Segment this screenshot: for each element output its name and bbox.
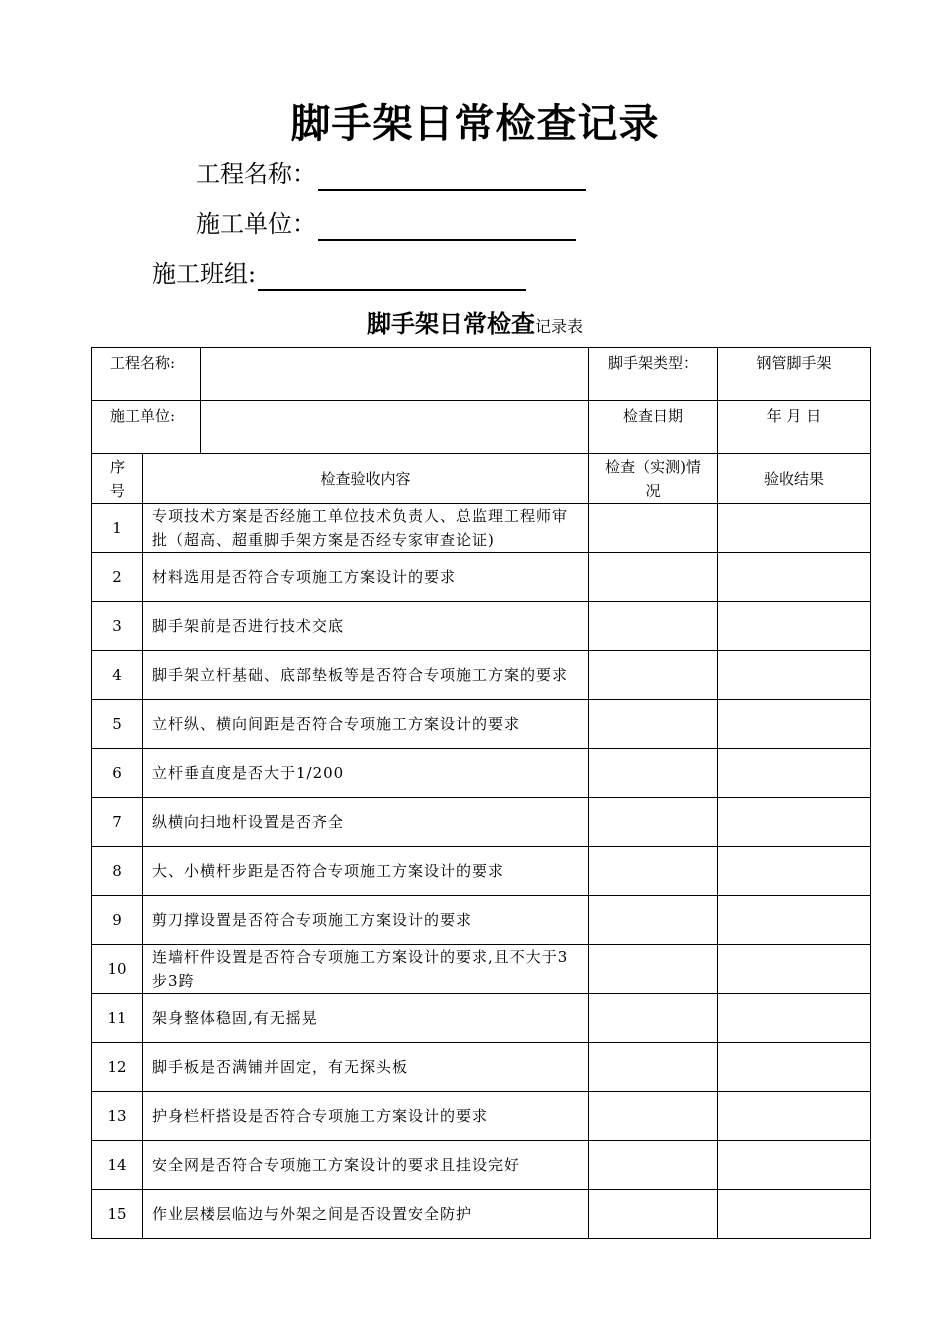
- project-name-label: 工程名称：: [196, 160, 316, 188]
- row-number: 1: [92, 504, 143, 553]
- row-result-cell[interactable]: [718, 1092, 871, 1141]
- inspection-date-value[interactable]: 年 月 日: [718, 401, 871, 454]
- row-result-cell[interactable]: [718, 896, 871, 945]
- row-result-cell[interactable]: [718, 847, 871, 896]
- row-result-cell[interactable]: [718, 945, 871, 994]
- row-number: 13: [92, 1092, 143, 1141]
- scaffold-type-label: 脚手架类型：: [589, 348, 718, 401]
- construction-unit-field: [196, 207, 576, 241]
- row-result-cell[interactable]: [718, 994, 871, 1043]
- row-inspection-cell[interactable]: [589, 651, 718, 700]
- row-result-cell[interactable]: [718, 1043, 871, 1092]
- table-row: [92, 1141, 871, 1190]
- inspection-date-label: 检查日期: [589, 401, 718, 454]
- project-name-cell-value[interactable]: [201, 348, 589, 401]
- row-inspection-cell[interactable]: [589, 847, 718, 896]
- row-content: 专项技术方案是否经施工单位技术负责人、总监理工程师审批（超高、超重脚手架方案是否经专家审查论证): [143, 504, 589, 553]
- column-header-inspection: 检查（实测)情况: [589, 454, 718, 504]
- row-number: 10: [92, 945, 143, 994]
- table-title-suffix: 记录表: [534, 317, 583, 336]
- row-inspection-cell[interactable]: [589, 1043, 718, 1092]
- row-content: 大、小横杆步距是否符合专项施工方案设计的要求: [143, 847, 589, 896]
- construction-unit-label: 施工单位：: [196, 210, 316, 238]
- row-inspection-cell[interactable]: [589, 1190, 718, 1239]
- table-row: [92, 553, 871, 602]
- row-inspection-cell[interactable]: [589, 1141, 718, 1190]
- row-number: 4: [92, 651, 143, 700]
- table-row: [92, 945, 871, 994]
- header-row-project: [92, 348, 871, 401]
- row-number: 9: [92, 896, 143, 945]
- row-number: 11: [92, 994, 143, 1043]
- row-number: 6: [92, 749, 143, 798]
- row-content: 脚手架前是否进行技术交底: [143, 602, 589, 651]
- table-row: [92, 504, 871, 553]
- table-row: [92, 1092, 871, 1141]
- column-header-row: [92, 454, 871, 504]
- row-content: 剪刀撑设置是否符合专项施工方案设计的要求: [143, 896, 589, 945]
- construction-team-label: 施工班组:: [152, 260, 257, 288]
- construction-team-blank[interactable]: [258, 261, 526, 291]
- row-number: 8: [92, 847, 143, 896]
- column-header-content: 检查验收内容: [143, 454, 589, 504]
- table-row: [92, 896, 871, 945]
- table-row: [92, 798, 871, 847]
- construction-unit-blank[interactable]: [318, 211, 576, 241]
- row-content: 连墙杆件设置是否符合专项施工方案设计的要求,且不大于3步3跨: [143, 945, 589, 994]
- row-result-cell[interactable]: [718, 504, 871, 553]
- project-name-cell-label: 工程名称:: [92, 348, 201, 401]
- column-header-seq: 序号: [92, 454, 143, 504]
- row-content: 脚手板是否满铺并固定，有无探头板: [143, 1043, 589, 1092]
- row-result-cell[interactable]: [718, 651, 871, 700]
- construction-unit-cell-label: 施工单位:: [92, 401, 201, 454]
- document-title: 脚手架日常检查记录: [290, 100, 660, 147]
- row-inspection-cell[interactable]: [589, 1092, 718, 1141]
- row-inspection-cell[interactable]: [589, 602, 718, 651]
- row-number: 15: [92, 1190, 143, 1239]
- row-number: 7: [92, 798, 143, 847]
- table-title-main: 脚手架日常检查: [366, 309, 535, 338]
- row-result-cell[interactable]: [718, 1190, 871, 1239]
- table-row: [92, 651, 871, 700]
- row-number: 14: [92, 1141, 143, 1190]
- row-number: 12: [92, 1043, 143, 1092]
- row-content: 材料选用是否符合专项施工方案设计的要求: [143, 553, 589, 602]
- table-row: [92, 1043, 871, 1092]
- row-result-cell[interactable]: [718, 749, 871, 798]
- row-number: 2: [92, 553, 143, 602]
- inspection-table: [91, 347, 871, 1239]
- row-content: 脚手架立杆基础、底部垫板等是否符合专项施工方案的要求: [143, 651, 589, 700]
- table-row: [92, 602, 871, 651]
- row-inspection-cell[interactable]: [589, 700, 718, 749]
- row-inspection-cell[interactable]: [589, 504, 718, 553]
- construction-team-field: [152, 257, 526, 291]
- row-content: 作业层楼层临边与外架之间是否设置安全防护: [143, 1190, 589, 1239]
- row-inspection-cell[interactable]: [589, 553, 718, 602]
- row-result-cell[interactable]: [718, 700, 871, 749]
- row-inspection-cell[interactable]: [589, 945, 718, 994]
- scaffold-type-value: 钢管脚手架: [718, 348, 871, 401]
- row-result-cell[interactable]: [718, 1141, 871, 1190]
- project-name-field: [196, 157, 586, 191]
- table-row: [92, 700, 871, 749]
- table-title: [0, 306, 950, 345]
- row-content: 架身整体稳固,有无摇晃: [143, 994, 589, 1043]
- table-row: [92, 749, 871, 798]
- row-content: 纵横向扫地杆设置是否齐全: [143, 798, 589, 847]
- row-result-cell[interactable]: [718, 602, 871, 651]
- row-inspection-cell[interactable]: [589, 994, 718, 1043]
- table-row: [92, 994, 871, 1043]
- table-row: [92, 1190, 871, 1239]
- row-inspection-cell[interactable]: [589, 749, 718, 798]
- column-header-result: 验收结果: [718, 454, 871, 504]
- row-inspection-cell[interactable]: [589, 896, 718, 945]
- row-content: 立杆垂直度是否大于1/200: [143, 749, 589, 798]
- row-result-cell[interactable]: [718, 798, 871, 847]
- row-result-cell[interactable]: [718, 553, 871, 602]
- table-row: [92, 847, 871, 896]
- row-content: 安全网是否符合专项施工方案设计的要求且挂设完好: [143, 1141, 589, 1190]
- project-name-blank[interactable]: [318, 161, 586, 191]
- row-content: 护身栏杆搭设是否符合专项施工方案设计的要求: [143, 1092, 589, 1141]
- row-content: 立杆纵、横向间距是否符合专项施工方案设计的要求: [143, 700, 589, 749]
- construction-unit-cell-value[interactable]: [201, 401, 589, 454]
- header-row-unit: [92, 401, 871, 454]
- row-number: 5: [92, 700, 143, 749]
- row-number: 3: [92, 602, 143, 651]
- row-inspection-cell[interactable]: [589, 798, 718, 847]
